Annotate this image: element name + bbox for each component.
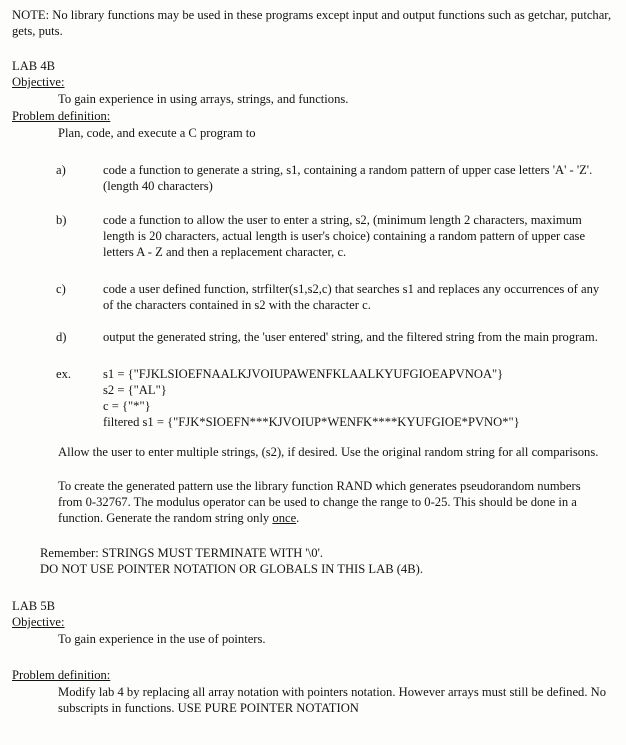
- lab4b-heading: LAB 4B: [12, 59, 56, 73]
- lab5b-objective-text: To gain experience in the use of pointers.: [58, 632, 266, 646]
- lab4b-objective-label: Objective:: [12, 75, 65, 89]
- note-paragraph: NOTE: No library functions may be used in these programs except input and output functions such as getchar, putchar, gets, puts.: [12, 8, 612, 38]
- item-d-label: d): [56, 330, 67, 344]
- example-filtered: filtered s1 = {"FJK*SIOEFN***KJVOIUP*WENFK****KYUFGIOE*PVNO*"}: [103, 415, 520, 429]
- lab4b-objective-text: To gain experience in using arrays, strings, and functions.: [58, 92, 349, 106]
- lab5b-heading: LAB 5B: [12, 599, 56, 613]
- lab4b-problem-intro: Plan, code, and execute a C program to: [58, 126, 256, 140]
- example-label: ex.: [56, 367, 72, 381]
- random-end: .: [296, 511, 300, 525]
- random-text: To create the generated pattern use the library function RAND which generates pseudorandom numbers from 0-32767. The modulus operator can be used to change the range to 0-25. This should be done in a function. Generate the random string only: [58, 479, 581, 525]
- lab5b-objective-label: Objective:: [12, 615, 65, 629]
- lab4b-problem-label: Problem definition:: [12, 109, 111, 123]
- item-a-label: a): [56, 163, 66, 177]
- random-emphasis: once: [272, 511, 297, 525]
- item-b-label: b): [56, 213, 67, 227]
- random-paragraph: [58, 478, 603, 526]
- item-b-text: code a function to allow the user to enter a string, s2, (minimum length 2 characters, maximum length is 20 characters, actual length is user's choice) containing a random pattern of upper case letters A - Z and then a replacement character, c.: [103, 213, 586, 259]
- item-c-text: code a user defined function, strfilter(s1,s2,c) that searches s1 and replaces any occurrences of any of the characters contained in s2 with the character c.: [103, 282, 600, 312]
- example-c: c = {"*"}: [103, 399, 151, 413]
- item-a-text: code a function to generate a string, s1, containing a random pattern of upper case letters 'A' - 'Z'. (length 40 characters): [103, 163, 593, 193]
- lab5b-problem-text: Modify lab 4 by replacing all array notation with pointers notation. However arrays must still be defined. No subscripts in functions. USE PURE POINTER NOTATION: [58, 685, 607, 715]
- item-d-text: output the generated string, the 'user entered' string, and the filtered string from the main program.: [103, 330, 598, 344]
- lab5b-problem-label: Problem definition:: [12, 668, 111, 682]
- remember-line: Remember: STRINGS MUST TERMINATE WITH '\0'.: [40, 546, 323, 560]
- allow-paragraph: Allow the user to enter multiple strings, (s2), if desired. Use the original random string for all comparisons.: [58, 445, 599, 459]
- no-pointer-line: DO NOT USE POINTER NOTATION OR GLOBALS IN THIS LAB (4B).: [40, 562, 423, 576]
- example-s2: s2 = {"AL"}: [103, 383, 167, 397]
- item-c-label: c): [56, 282, 66, 296]
- example-s1: s1 = {"FJKLSIOEFNAALKJVOIUPAWENFKLAALKYUFGIOEAPVNOA"}: [103, 367, 504, 381]
